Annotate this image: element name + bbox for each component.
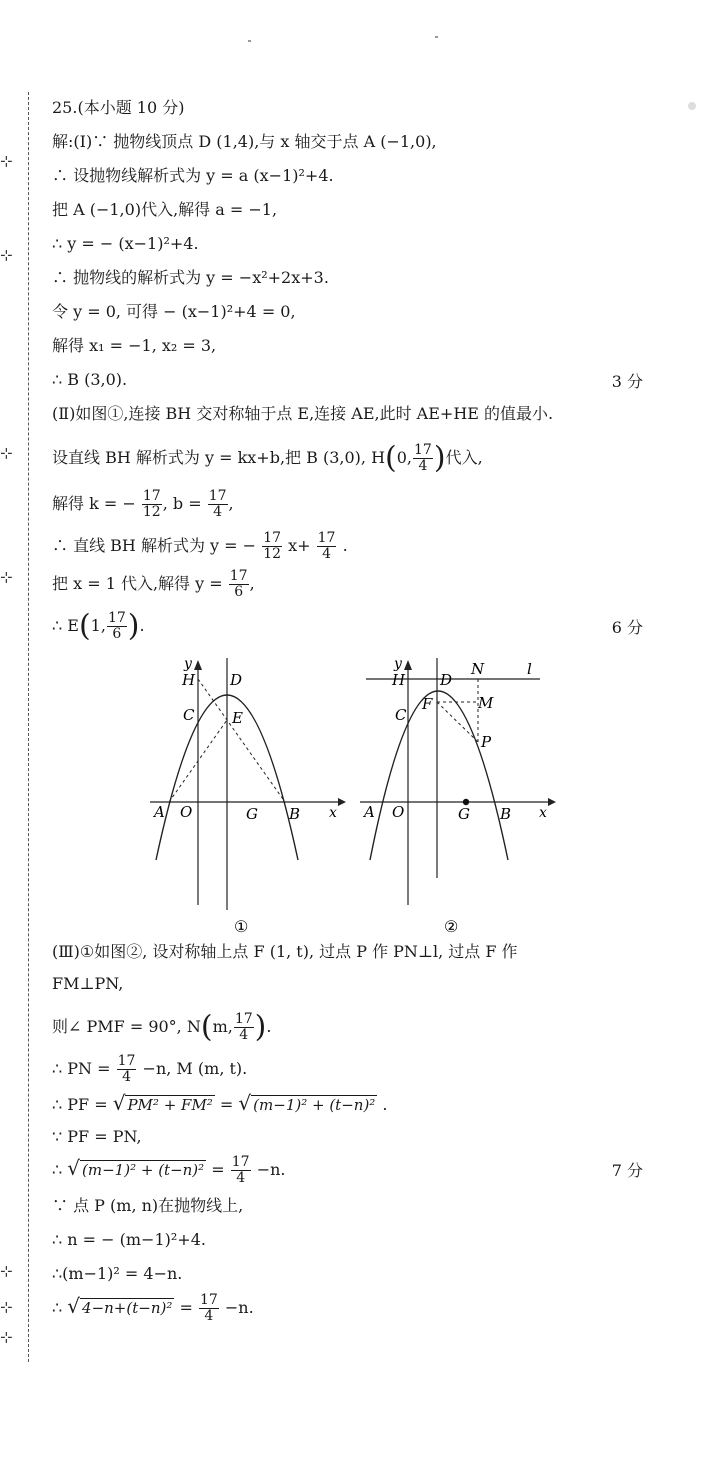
solution-line: FM⊥PN, — [52, 974, 124, 993]
solution-line: ∴ √ (m−1)² + (t−n)² = $\frac{17}{4}$ −n. — [52, 1154, 286, 1186]
margin-mark: ⊹ — [0, 246, 13, 264]
label-O: O — [180, 803, 193, 821]
fraction: $\frac{17}{12}$ — [263, 530, 282, 562]
solution-line: ∴ y = − (x−1)²+4. — [52, 234, 199, 253]
solution-line: 解得 x₁ = −1, x₂ = 3, — [52, 336, 217, 355]
label-G: G — [246, 805, 258, 823]
solution-line: 把 A (−1,0)代入,解得 a = −1, — [52, 200, 278, 219]
fraction: $\frac{17}{4}$ — [199, 1292, 218, 1324]
solution-line: ∴(m−1)² = 4−n. — [52, 1264, 183, 1283]
margin-mark: ⊹ — [0, 1262, 13, 1280]
parabola — [370, 691, 508, 860]
radical: √ (m−1)² + (t−n)² — [67, 1156, 205, 1180]
label-O: O — [392, 803, 405, 821]
label-B: B — [289, 805, 301, 823]
solution-line: 则∠ PMF = 90°, N(m, $\frac{17}{4}$ ). — [52, 1009, 272, 1045]
score-mark: 3 分 — [611, 372, 643, 391]
segment-BH — [198, 679, 285, 802]
label-M: M — [478, 694, 494, 712]
solution-line: 解:(Ⅰ)∵ 抛物线顶点 D (1,4),与 x 轴交于点 A (−1,0), — [52, 132, 437, 151]
solution-line: ∴ PF = √ PM² + FM² = √ (m−1)² + (t−n)² . — [52, 1091, 388, 1115]
x-axis-arrow — [548, 798, 556, 806]
scan-speck — [688, 102, 696, 110]
label-D: D — [230, 671, 243, 689]
solution-line: ∴ 设抛物线解析式为 y = a (x−1)²+4. — [52, 166, 334, 185]
y-axis-arrow — [194, 660, 202, 670]
label-C: C — [395, 706, 407, 724]
y-axis-arrow — [404, 660, 412, 670]
score-mark: 6 分 — [611, 618, 643, 637]
binding-margin-line — [28, 92, 29, 1362]
solution-line: 令 y = 0, 可得 − (x−1)²+4 = 0, — [52, 302, 296, 321]
label-H: H — [182, 671, 196, 689]
radical: √ PM² + FM² — [112, 1091, 213, 1115]
margin-mark: ⊹ — [0, 1298, 13, 1316]
solution-line: (Ⅱ)如图①,连接 BH 交对称轴于点 E,连接 AE,此时 AE+HE 的值最小. — [52, 404, 554, 423]
fraction: $\frac{17}{6}$ — [107, 610, 126, 642]
figure-caption: ① — [234, 917, 249, 936]
fraction: $\frac{17}{4}$ — [117, 1053, 136, 1085]
score-mark: 7 分 — [611, 1161, 643, 1180]
label-A: A — [364, 803, 375, 821]
fraction: $\frac{17}{6}$ — [229, 568, 248, 600]
solution-line: 把 x = 1 代入,解得 y = $\frac{17}{6}$ , — [52, 568, 255, 600]
solution-line: ∵ PF = PN, — [52, 1127, 142, 1146]
figure-caption: ② — [444, 917, 459, 936]
solution-line: ∵ 点 P (m, n)在抛物线上, — [52, 1196, 244, 1215]
solution-line: 设直线 BH 解析式为 y = kx+b,把 B (3,0), H(0, $\frac{17}{4}$ )代入, — [52, 440, 483, 476]
margin-mark: ⊹ — [0, 568, 13, 586]
label-C: C — [183, 706, 195, 724]
label-E: E — [232, 709, 243, 727]
label-D: D — [440, 671, 453, 689]
fraction: $\frac{17}{12}$ — [142, 488, 161, 520]
label-x: x — [329, 805, 337, 821]
fraction: $\frac{17}{4}$ — [208, 488, 227, 520]
fraction: $\frac{17}{4}$ — [317, 530, 336, 562]
margin-mark: ⊹ — [0, 152, 13, 170]
x-axis-arrow — [338, 798, 346, 806]
label-H: H — [392, 671, 406, 689]
solution-line: ∴ n = − (m−1)²+4. — [52, 1230, 206, 1249]
fraction: $\frac{17}{4}$ — [231, 1154, 250, 1186]
figure-1 — [140, 650, 350, 940]
fraction: $\frac{17}{4}$ — [234, 1011, 253, 1043]
solution-line: (Ⅲ)①如图②, 设对称轴上点 F (1, t), 过点 P 作 PN⊥l, 过点 F 作 — [52, 942, 518, 961]
label-F: F — [422, 695, 433, 713]
figure-2 — [350, 650, 560, 940]
solution-line: ∴ 直线 BH 解析式为 y = − $\frac{17}{12}$ x+ $\frac{17}{4}$ . — [52, 530, 348, 562]
solution-line: 解得 k = − $\frac{17}{12}$ , b = $\frac{17}{4}$ , — [52, 488, 234, 520]
solution-line: ∴ E(1, $\frac{17}{6}$ ). — [52, 608, 145, 644]
radical: √ (m−1)² + (t−n)² — [238, 1091, 376, 1115]
solution-line: ∴ B (3,0). — [52, 370, 128, 389]
question-title: 25.(本小题 10 分) — [52, 98, 185, 117]
scan-speck — [248, 40, 251, 42]
label-x: x — [539, 805, 547, 821]
scan-speck — [435, 36, 438, 38]
radical: √ 4−n+(t−n)² — [67, 1294, 173, 1318]
segment-PF — [437, 702, 478, 742]
label-G: G — [458, 805, 470, 823]
label-A: A — [154, 803, 165, 821]
solution-line: ∴ 抛物线的解析式为 y = −x²+2x+3. — [52, 268, 329, 287]
label-y: y — [394, 656, 402, 672]
margin-mark: ⊹ — [0, 444, 13, 462]
margin-mark: ⊹ — [0, 1328, 13, 1346]
solution-line: ∴ √ 4−n+(t−n)² = $\frac{17}{4}$ −n. — [52, 1292, 254, 1324]
label-y: y — [184, 656, 192, 672]
fraction: $\frac{17}{4}$ — [414, 442, 432, 474]
label-P: P — [481, 733, 492, 751]
label-N: N — [471, 660, 485, 678]
label-B: B — [500, 805, 512, 823]
label-l: l — [527, 660, 532, 678]
solution-line: ∴ PN = $\frac{17}{4}$ −n, M (m, t). — [52, 1053, 248, 1085]
